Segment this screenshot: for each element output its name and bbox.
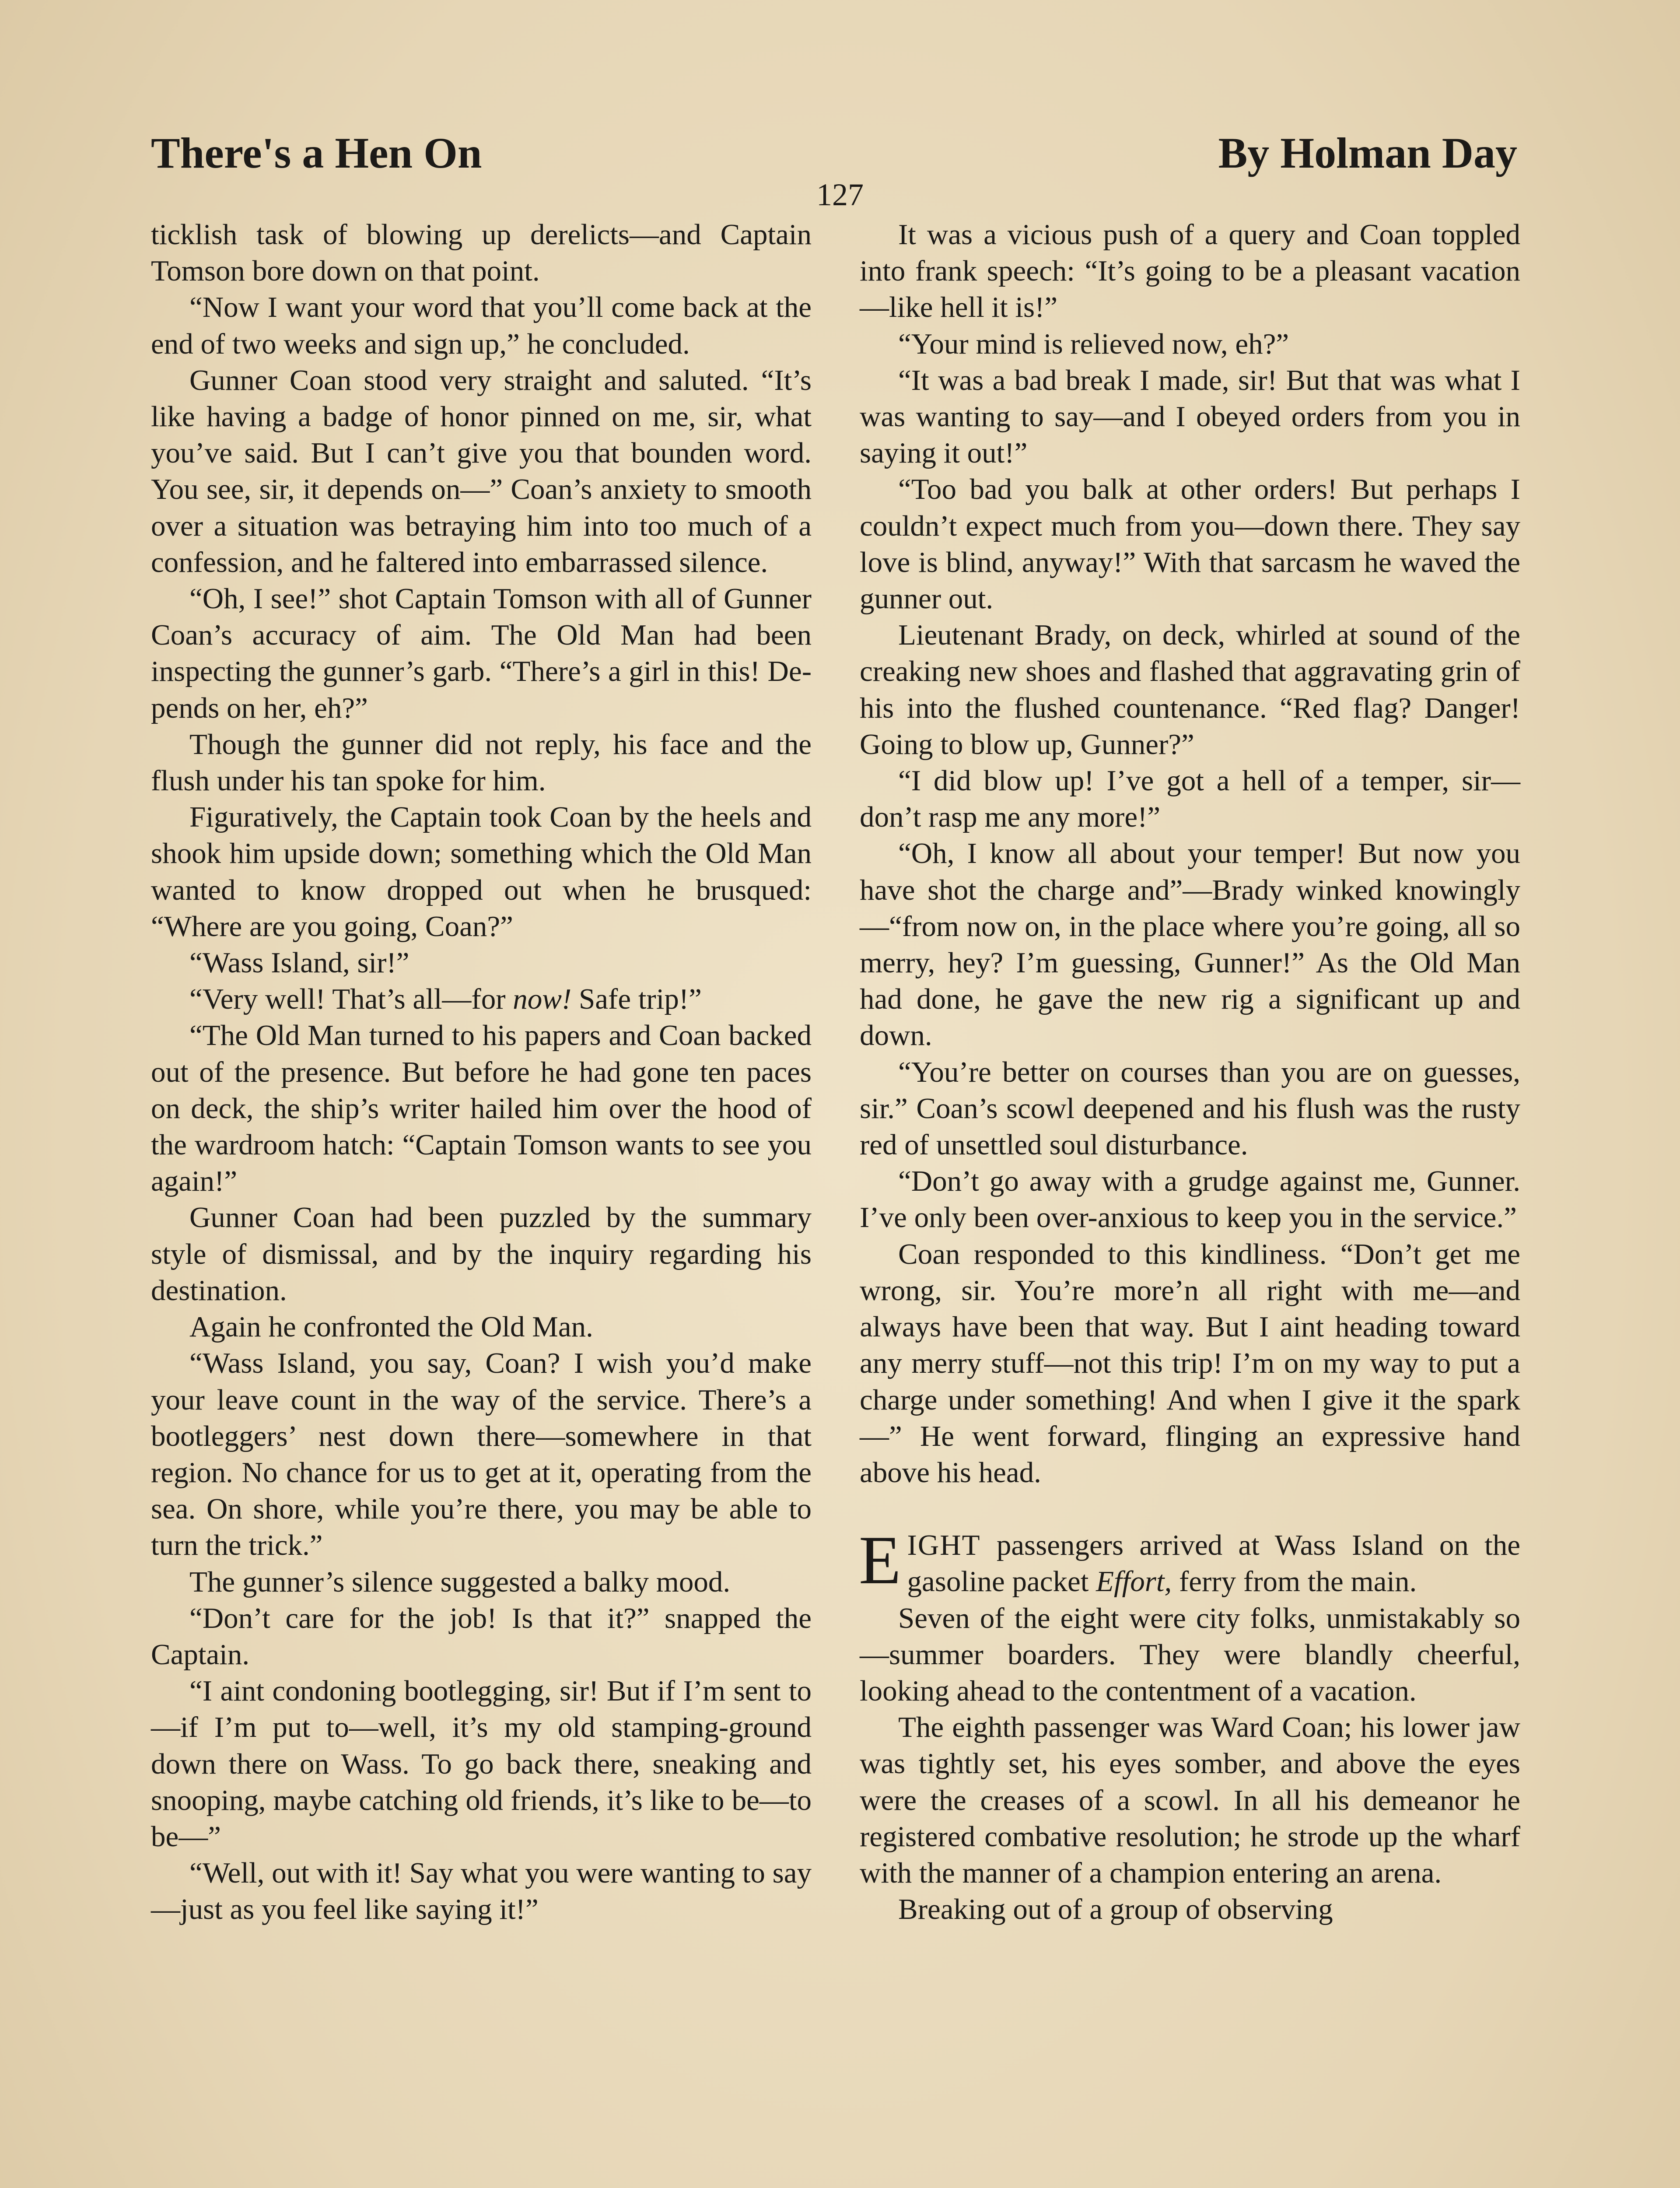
paragraph: “Too bad you balk at other orders! But perhaps I couldn’t expect much from you—down there. They say love is blind, anyway!” With that sarcasm he waved the gunner out. [860,473,1520,615]
page-number: 127 [816,177,864,212]
drop-cap: E [859,1522,901,1599]
paragraph: The eighth passenger was Ward Coan; his lower jaw was tightly set, his eyes somber, and above the eyes were the creases of a scowl. In all his demeanor he registered combative resolution; he strode up the wharf with the manner of a champion entering an arena. [860,1711,1520,1889]
paragraph: Breaking out of a group of observing [898,1893,1333,1926]
paragraph: “Now I want your word that you’ll come back at the end of two weeks and sign up,” he concluded. [151,291,812,360]
story-title: There's a Hen On [151,129,482,177]
left-column [151,217,812,1928]
paragraph: The gunner’s silence suggested a balky mood. [189,1565,731,1598]
section-opening-paragraph [859,1522,1520,1600]
paragraph: “I aint condoning bootlegging, sir! But if I’m sent to—if I’m put to—well, it’s my old stamping-ground down there on Wass. To go back there, sneaking and snooping, maybe catching old friends, it’s like to be—to be—” [151,1675,812,1853]
paragraph: “You’re better on courses than you are on guesses, sir.” Coan’s scowl deepened and his flush was the rusty red of unsettled soul disturbance. [860,1055,1520,1161]
paragraph: “Oh, I know all about your temper! But now you have shot the charge and”—Brady winked knowingly—“from now on, in the place where you’re going, all so merry, hey? I’m guessing, Gunner!” As the Old Man had done, he gave the new rig a significant up and down. [860,837,1520,1052]
paragraph: ticklish task of blowing up derelicts—and Captain Tomson bore down on that point. [151,218,812,288]
paragraph: “It was a bad break I made, sir! But that was what I was wanting to say—and I obeyed orders from you in saying it out!” [860,364,1520,470]
paragraph: “Wass Island, you say, Coan? I wish you’d make your leave count in the way of the service. There’s a bootleggers’ nest down there—somewhere in that region. No chance for us to get at it, operating from the sea. On shore, while you’re there, you may be able to turn the trick.” [151,1347,812,1562]
boat-name: Effort, [1096,1565,1172,1598]
text-run: passengers arrived at Wass Island on the gasoline packet [907,1529,1520,1598]
paragraph: “Your mind is relieved now, eh?” [898,327,1289,360]
paragraph: It was a vicious push of a query and Coan toppled into frank speech: “It’s going to be a pleasant vacation—like hell it is!” [860,218,1520,324]
paragraph: “The Old Man turned to his papers and Coan backed out of the presence. But before he had gone ten paces on deck, the ship’s writer hailed him over the hood of the wardroom hatch: “Captain Tomson wants to see you again!” [151,1019,812,1198]
story-byline: By Holman Day [1218,129,1517,177]
emphasis-now: now! [513,983,572,1016]
paragraph: “Don’t go away with a grudge against me, Gunner. I’ve only been over-anxious to keep you in the service.” [860,1165,1520,1234]
paragraph: Figuratively, the Captain took Coan by the heels and shook him upside down; something which the Old Man wanted to know dropped out when he brusqued: “Where are you going, Coan?” [151,801,812,943]
text-run: “Very well! That’s all—for [189,983,513,1016]
paragraph: Again he confronted the Old Man. [189,1311,593,1343]
paragraph: “Well, out with it! Say what you were wanting to say—just as you feel like saying it!” [151,1857,812,1926]
right-column [860,217,1520,1928]
paragraph-very-well [151,981,812,1017]
small-caps-word: IGHT [907,1529,981,1562]
paragraph: Though the gunner did not reply, his face and the flush under his tan spoke for him. [151,728,812,797]
paragraph: Gunner Coan stood very straight and saluted. “It’s like having a badge of honor pinned on me, sir, what you’ve said. But I can’t give you that bounden word. You see, sir, it depends on—” Coan’s anxiety to smooth over a situation was betraying him into too much of a confession, and he faltered into embarrassed silence. [151,364,812,579]
paragraph: Seven of the eight were city folks, unmistakably so—summer boarders. They were blandly cheerful, looking ahead to the contentment of a vacation. [860,1602,1520,1707]
text-run: ferry from the main. [1172,1565,1417,1598]
paragraph: Gunner Coan had been puzzled by the summary style of dismissal, and by the inquiry regarding his destination. [151,1201,812,1307]
text-run: Safe trip!” [571,983,702,1016]
paragraph: Lieutenant Brady, on deck, whirled at sound of the creaking new shoes and flashed that aggravating grin of his into the flushed countenance. “Red flag? Danger! Going to blow up, Gunner?” [860,619,1520,761]
paragraph: “I did blow up! I’ve got a hell of a temper, sir—don’t rasp me any more!” [860,764,1520,834]
paragraph: Coan responded to this kindliness. “Don’t get me wrong, sir. You’re more’n all right with me—and always have been that way. But I aint heading toward any merry stuff—not this trip! I’m on my way to put a charge under something! And when I give it the spark—” He went forward, flinging an expressive hand above his head. [860,1238,1520,1489]
paragraph: “Oh, I see!” shot Captain Tomson with all of Gunner Coan’s accuracy of aim. The Old Man had been inspecting the gunner’s garb. “There’s a girl in this! Depends on her, eh?” [151,582,812,724]
paragraph: “Wass Island, sir!” [189,947,410,979]
paragraph: “Don’t care for the job! Is that it?” snapped the Captain. [151,1602,812,1671]
